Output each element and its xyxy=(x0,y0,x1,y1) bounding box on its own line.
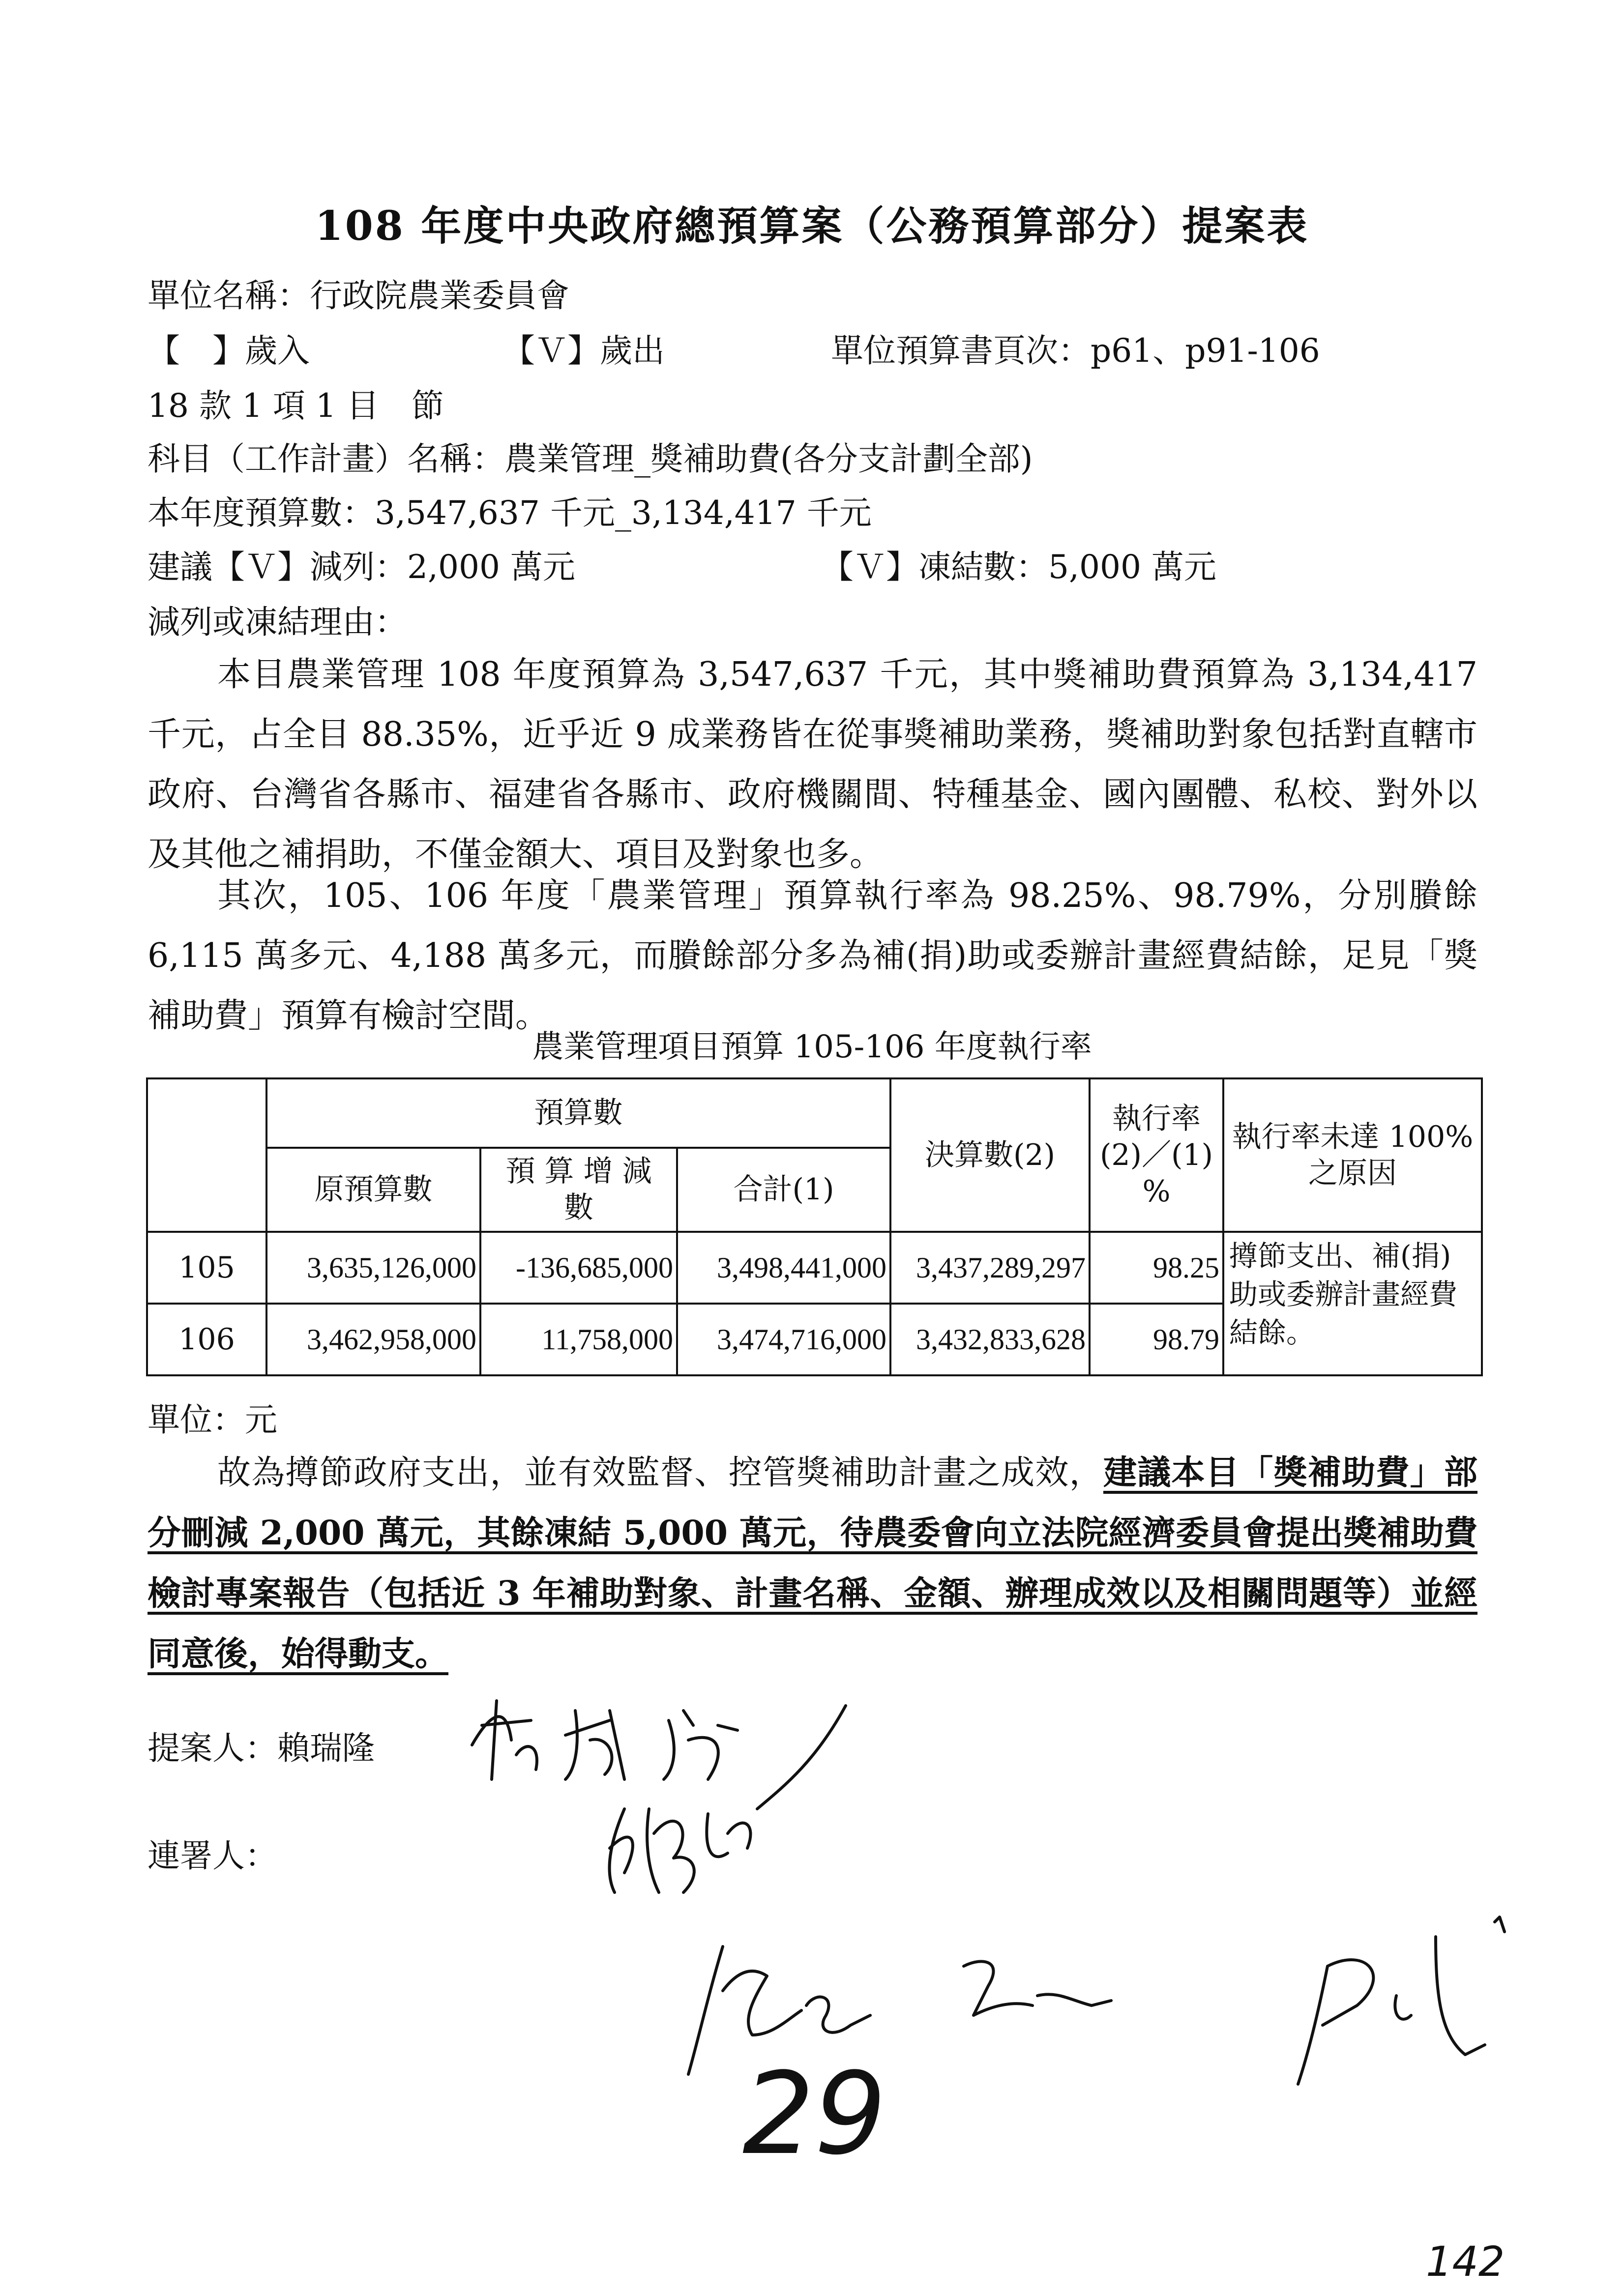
conclusion-paragraph xyxy=(148,1443,1477,1685)
row-final-accounts: 3,432,833,628 xyxy=(890,1304,1090,1375)
page-title: 108 年度中央政府總預算案（公務預算部分）提案表 xyxy=(315,203,1309,250)
table-caption: 農業管理項目預算 105-106 年度執行率 xyxy=(532,1029,1092,1065)
cut-proposal: 建議【Ｖ】減列：2,000 萬元 xyxy=(148,548,575,586)
table-unit-note: 單位：元 xyxy=(148,1401,277,1439)
reason-paragraph-2: 其次，105、106 年度「農業管理」預算執行率為 98.25%、98.79%，分別賸餘 6,115 萬多元、4,188 萬多元，而賸餘部分多為補(捐)助或委辦計畫經費結餘，足見「獎補助費」預算有檢討空間。 xyxy=(148,876,1477,1035)
row-original-budget: 3,635,126,000 xyxy=(266,1232,480,1304)
item-line: 18 款 1 項 1 目 節 xyxy=(148,387,444,425)
conclusion-plain-text: 故為撙節政府支出，並有效監督、控管獎補助計畫之成效， xyxy=(217,1453,1103,1492)
row-year: 106 xyxy=(147,1304,266,1375)
reason-header: 執行率未達 100% 之原因 xyxy=(1223,1078,1482,1232)
page-stamp-handwritten xyxy=(742,2055,969,2202)
original-budget-header: 原預算數 xyxy=(266,1148,480,1232)
row-subtotal: 3,474,716,000 xyxy=(677,1304,890,1375)
reason-heading: 減列或凍結理由： xyxy=(148,603,407,641)
row-execution-rate: 98.25 xyxy=(1090,1232,1223,1304)
row-final-accounts: 3,437,289,297 xyxy=(890,1232,1090,1304)
subject-line: 科目（工作計畫）名稱：農業管理_獎補助費(各分支計劃全部) xyxy=(148,440,1033,478)
budget-group-header: 預算數 xyxy=(266,1078,890,1148)
reason-paragraph-1: 本目農業管理 108 年度預算為 3,547,637 千元，其中獎補助費預算為 3,134,417 千元，占全目 88.35%，近乎近 9 成業務皆在從事獎補助業務，獎補助對象包括對直轄市政府、台灣省各縣市、福建省各縣市、政府機關間、特種基金、國內團體、私校、對外以及其他之補捐助，不僅金額大、項目及對象也多。 xyxy=(148,655,1477,874)
row-year: 105 xyxy=(147,1232,266,1304)
cosigner-label: 連署人： xyxy=(148,1837,277,1875)
page-number-handwritten xyxy=(1426,2232,1554,2291)
budget-page-reference: 單位預算書頁次：p61、p91-106 xyxy=(831,332,1320,370)
final-accounts-header: 決算數(2) xyxy=(890,1078,1090,1232)
conclusion-underlined-text: 建議本目「獎補助費」部分刪減 2,000 萬元，其餘凍結 5,000 萬元，待農委會向立法院經濟委員會提出獎補助費檢討專案報告（包括近 3 年補助對象、計畫名稱、金額、辦理成效以及相關問題等）並經同意後，始得動支。 xyxy=(148,1453,1477,1674)
adjustment-header: 預 算 增 減 數 xyxy=(480,1148,677,1232)
proposer-label: 提案人：賴瑞隆 xyxy=(148,1729,375,1767)
year-header-cell xyxy=(147,1078,266,1232)
budget-amount-line: 本年度預算數：3,547,637 千元_3,134,417 千元 xyxy=(148,494,872,532)
revenue-checkbox: 【 】歲入 xyxy=(148,332,310,370)
row-original-budget: 3,462,958,000 xyxy=(266,1304,480,1375)
row-subtotal: 3,498,441,000 xyxy=(677,1232,890,1304)
shared-reason-cell: 撙節支出、補(捐)助或委辦計畫經費結餘。 xyxy=(1223,1232,1482,1375)
row-adjustment: -136,685,000 xyxy=(480,1232,677,1304)
unit-name-line: 單位名稱：行政院農業委員會 xyxy=(148,277,569,315)
row-adjustment: 11,758,000 xyxy=(480,1304,677,1375)
row-execution-rate: 98.79 xyxy=(1090,1304,1223,1375)
execution-rate-header: 執行率 (2)／(1) % xyxy=(1090,1078,1223,1232)
execution-rate-table xyxy=(146,1077,1483,1376)
page-number: 142 xyxy=(1426,2238,1505,2286)
table-row xyxy=(147,1232,1482,1304)
page-stamp-number: 29 xyxy=(742,2055,886,2180)
expenditure-checkbox: 【Ｖ】歲出 xyxy=(502,332,665,370)
subtotal-header: 合計(1) xyxy=(677,1148,890,1232)
freeze-proposal: 【Ｖ】凍結數：5,000 萬元 xyxy=(821,548,1216,586)
